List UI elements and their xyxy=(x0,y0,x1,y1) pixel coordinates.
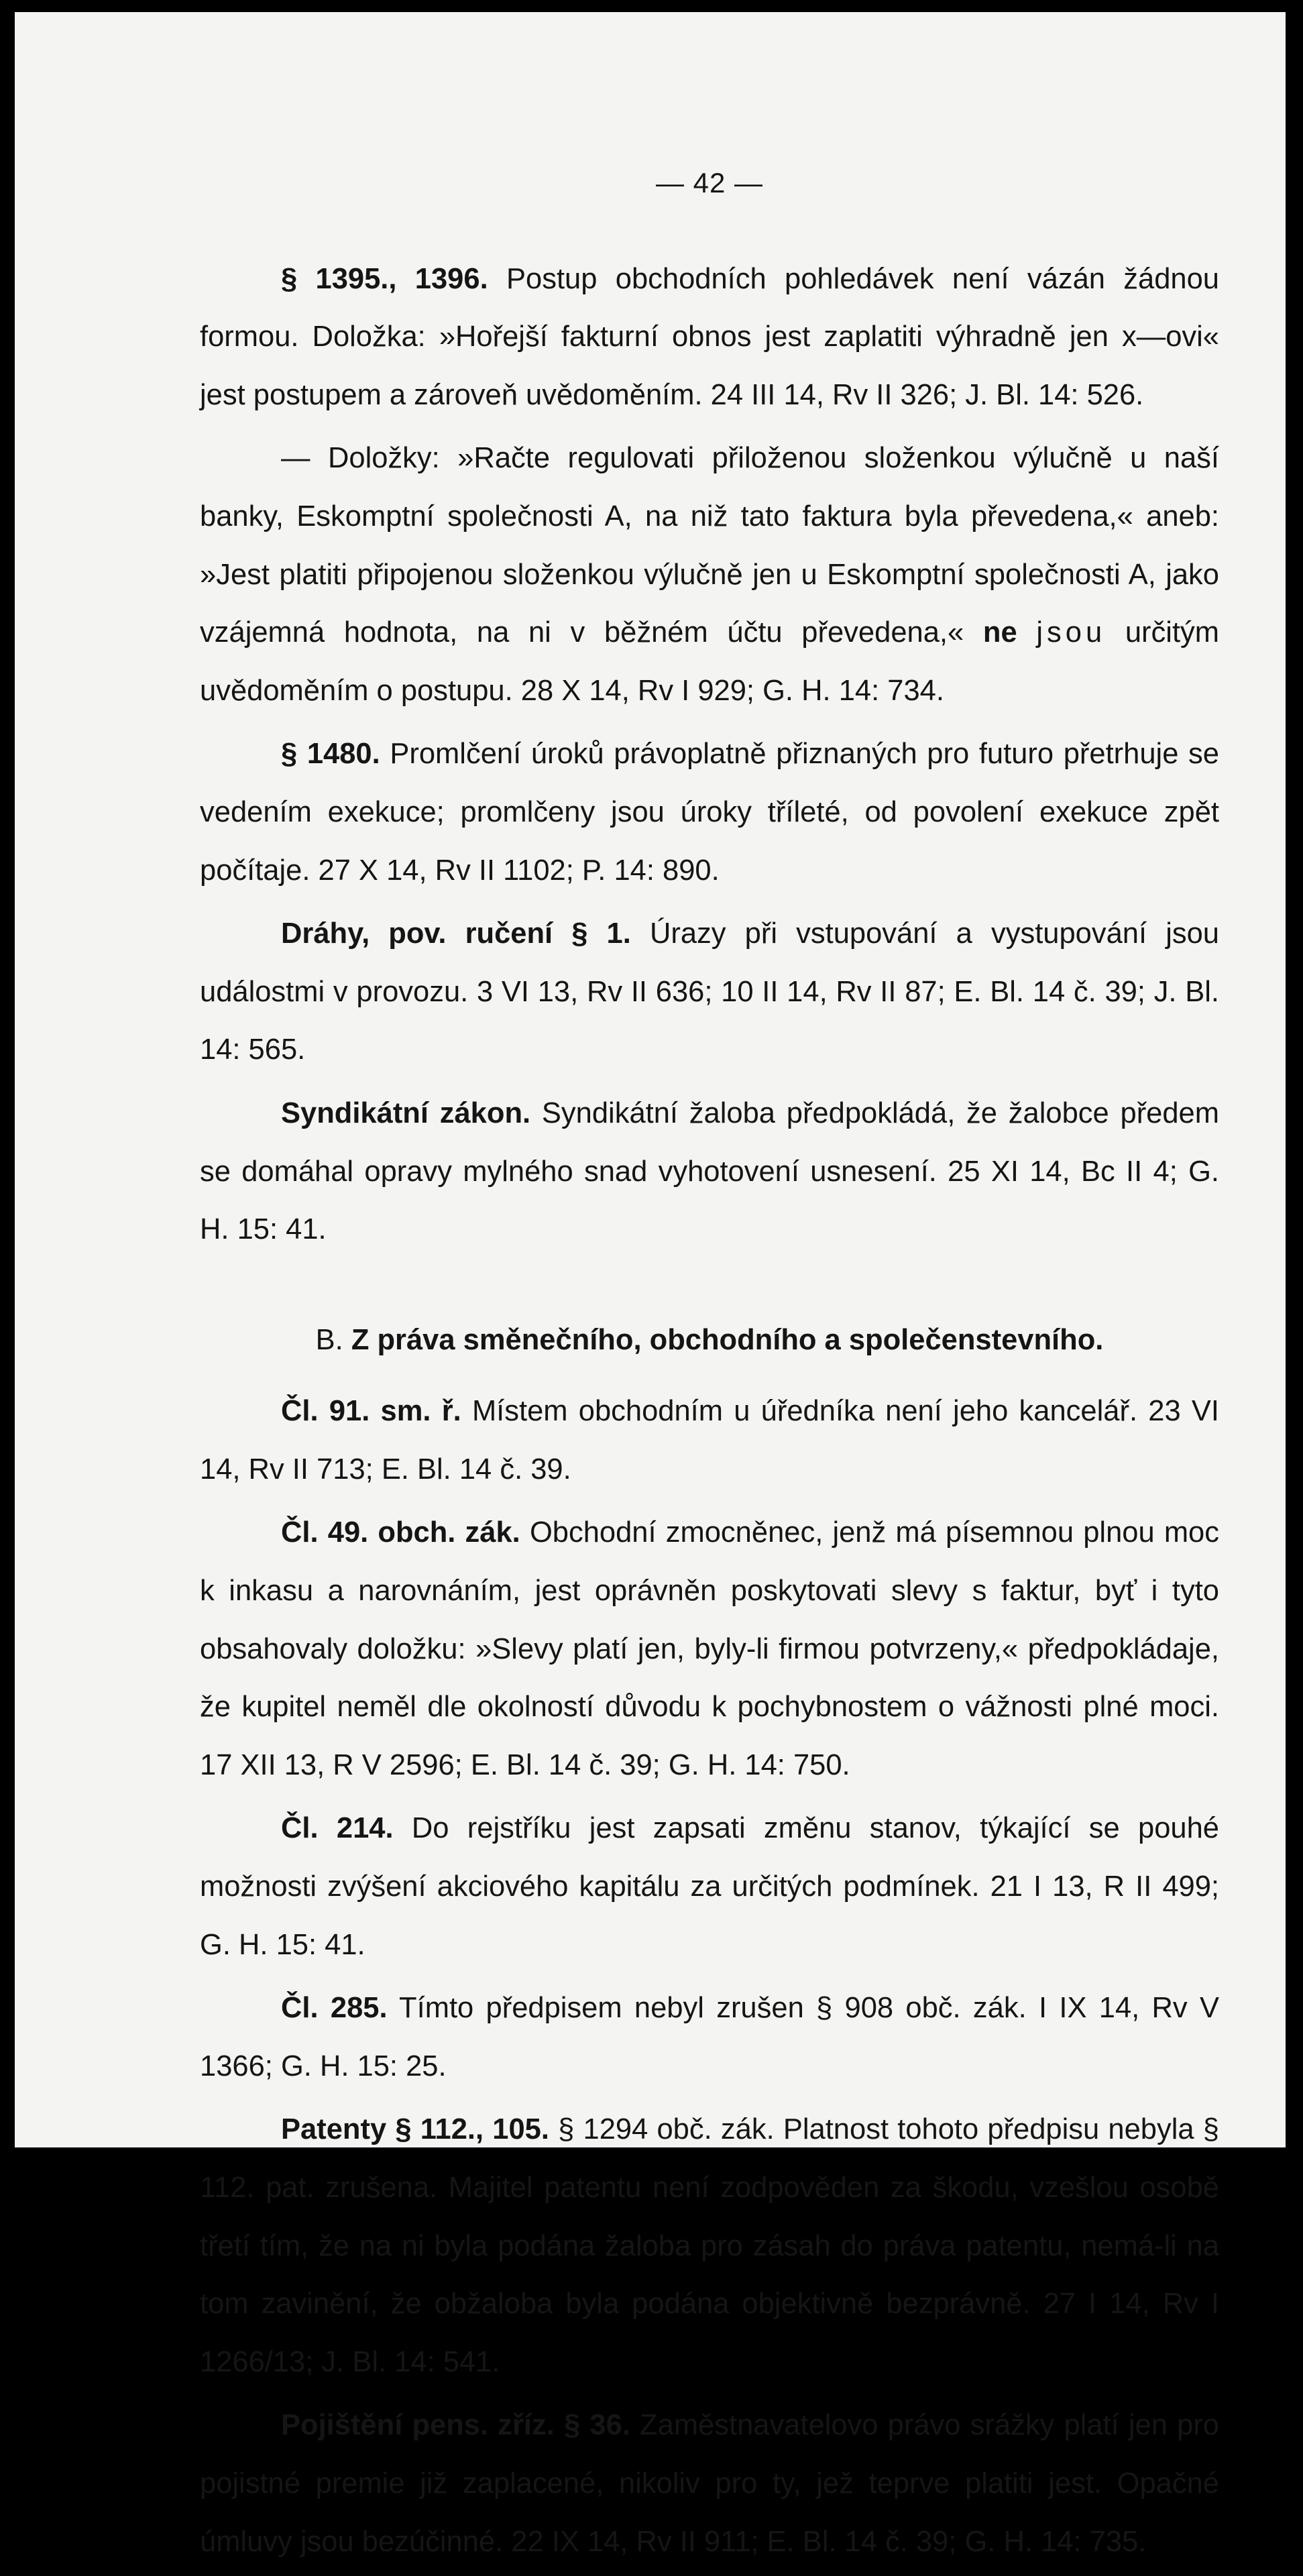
paragraph-spaced-word: jsou xyxy=(1036,616,1107,649)
paragraph-head: Dráhy, pov. ručení § 1. xyxy=(281,917,631,950)
paragraph-head: § 1480. xyxy=(281,738,380,771)
paragraph-drahy xyxy=(200,905,1219,1079)
paragraph-1395 xyxy=(200,250,1219,425)
section-heading xyxy=(200,1311,1219,1369)
paragraph-text: — Doložky: »Račte regulovati přiloženou složenkou výlučně u naší banky, Eskomptní společnosti A, na niž tato faktura byla převedena,« aneb: »Jest platiti připojenou složenkou výlučně jen u Eskomptní společnosti A, jako vzájemná hodnota, na ni v běžném účtu převedena,« xyxy=(200,442,1219,649)
section-letter: B. xyxy=(315,1323,343,1356)
paragraph-head: Čl. 285. xyxy=(281,1992,388,2025)
paragraph-head: Pojištění pens. zříz. § 36. xyxy=(281,2409,630,2442)
paragraph-1480 xyxy=(200,725,1219,899)
page-content xyxy=(200,154,1219,2576)
paragraph-syndikatni-zakon xyxy=(200,1084,1219,1259)
paragraph-text: Obchodní zmocněnec, jenž má písemnou plnou moc k inkasu a narovnáním, jest oprávněn poskytovati slevy s faktur, byť i tyto obsahovaly doložku: »Slevy platí jen, byly-li firmou potvrzeny,« předpokládaje, že kupitel neměl dle okolností důvodu k pochybnostem o vážnosti plné moci. 17 XII 13, R V 2596; E. Bl. 14 č. 39; G. H. 14: 750. xyxy=(200,1516,1219,1781)
paragraph-head: Čl. 91. sm. ř. xyxy=(281,1395,461,1428)
paragraph-text: § 1294 obč. zák. Platnost tohoto předpisu nebyla § 112. pat. zrušena. Majitel patentu není zodpověden za škodu, vzešlou osobě třetí tím, že na ni byla podána žaloba pro zásah do práva patentu, nemá-li na tom zavinění, že obžaloba byla podána objektivně bezprávně. 27 I 14, Rv I 1266/13; J. Bl. 14: 541. xyxy=(200,2113,1219,2378)
paragraph-head: Patenty § 112., 105. xyxy=(281,2113,549,2146)
paragraph-text: Promlčení úroků právoplatně přiznaných pro futuro přetrhuje se vedením exekuce; promlčeny jsou úroky tříleté, od povolení exekuce zpět počítaje. 27 X 14, Rv II 1102; P. 14: 890. xyxy=(200,738,1219,887)
paragraph-head: Čl. 214. xyxy=(281,1812,394,1845)
paragraph-cl-49 xyxy=(200,1504,1219,1794)
paragraph-text: Úrazy při vstupování a vystupování jsou událostmi v provozu. 3 VI 13, Rv II 636; 10 II 14, Rv II 87; E. Bl. 14 č. 39; J. Bl. 14: 565. xyxy=(200,917,1219,1066)
paragraph-text: Postup obchodních pohledávek není vázán žádnou formou. Doložka: »Hořejší fakturní obnos jest zaplatiti výhradně jen x—ovi« jest postupem a zároveň uvědoměním. 24 III 14, Rv II 326; J. Bl. 14: 526. xyxy=(200,262,1220,411)
paragraph-dolozky xyxy=(200,429,1219,720)
paragraph-emphasis: ne xyxy=(982,616,1017,649)
paragraph-text: Do rejstříku jest zapsati změnu stanov, týkající se pouhé možnosti zvýšení akciového kapitálu za určitých podmínek. 21 I 13, R II 499; G. H. 15: 41. xyxy=(200,1812,1219,1961)
paragraph-head: § 1395., 1396. xyxy=(281,262,488,295)
book-page xyxy=(15,12,1286,2558)
paragraph-cl-214 xyxy=(200,1799,1219,1974)
paragraph-head: Čl. 49. obch. zák. xyxy=(281,1516,520,1549)
paragraph-text: Tímto předpisem nebyl zrušen § 908 obč. zák. I IX 14, Rv V 1366; G. H. 15: 25. xyxy=(200,1992,1219,2082)
paragraph-pojisteni xyxy=(200,2396,1219,2571)
paragraph-patenty xyxy=(200,2101,1219,2391)
section-title: Z práva směnečního, obchodního a společenstevního. xyxy=(351,1323,1104,1356)
paragraph-cl-91 xyxy=(200,1382,1219,1498)
paragraph-text: Syndikátní žaloba předpokládá, že žalobce předem se domáhal opravy mylného snad vyhotovení usnesení. 25 XI 14, Bc II 4; G. H. 15: 41. xyxy=(200,1097,1219,1246)
paragraph-text: Místem obchodním u úředníka není jeho kancelář. 23 VI 14, Rv II 713; E. Bl. 14 č. 39. xyxy=(200,1395,1219,1486)
paragraph-text: Zaměstnavatelovo právo srážky platí jen pro pojistné premie již zaplacené, nikoliv pro ty, jež teprve platiti jest. Opačné úmluvy jsou bezúčinné. 22 IX 14, Rv II 911; E. Bl. 14 č. 39; G. H. 14: 735. xyxy=(200,2409,1219,2558)
paragraph-head: Syndikátní zákon. xyxy=(281,1097,531,1129)
paragraph-cl-285 xyxy=(200,1979,1219,2095)
paragraph-text: určitým uvědoměním o postupu. 28 X 14, Rv I 929; G. H. 14: 734. xyxy=(200,616,1220,707)
page-number: — 42 — xyxy=(655,167,764,199)
